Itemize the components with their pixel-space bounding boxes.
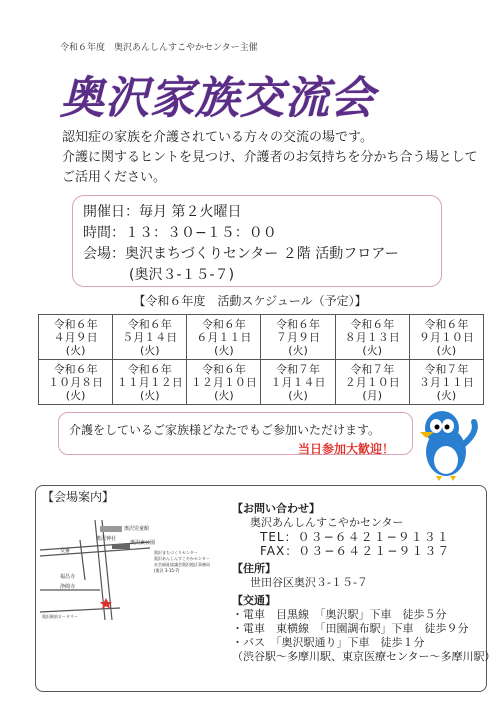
schedule-cell: 令和６年 ７月９日 (火) [261,315,335,360]
contact-tel: TEL：０３−６４２１−９１３１ [260,530,450,544]
transport-line: （渋谷駅〜多摩川駅、東京医療センター〜多摩川駅） [232,650,496,663]
contact-heading: 【お問い合わせ】 [232,502,320,515]
schedule-cell: 令和７年 ２月１０日 (月) [335,360,409,405]
schedule-row [39,315,484,360]
svg-text:(奥沢 3-15-7): (奥沢 3-15-7) [154,568,180,573]
bird-mascot-icon [412,402,482,482]
organizer-header: 令和６年度 奥沢あんしんすこやかセンター主催 [60,43,258,53]
contact-name: 奥沢あんしんすこやかセンター [250,516,404,529]
venue-map [40,520,220,620]
schedule-cell: 令和６年 １２月１０日 (火) [187,360,261,405]
intro-line: 認知症の家族を介護されている方々の交流の場です。 [62,130,373,145]
svg-text:奥沢神社: 奥沢神社 [96,536,117,542]
schedule-cell: 令和６年 １１月１２日 (火) [113,360,187,405]
svg-text:奥沢あんしんすこやかセンター: 奥沢あんしんすこやかセンター [154,556,210,561]
schedule-table [38,314,484,405]
participation-banner: 介護をしているご家族様どなたでもご参加いただけます。 [58,412,413,455]
svg-text:奥沢駅前ロータリー: 奥沢駅前ロータリー [42,614,78,619]
event-address: (奥沢３-１５-７) [129,267,235,283]
transport-line: ・電車 東横線 「田園調布駅」下車 徒歩９分 [232,622,469,635]
svg-text:交番: 交番 [60,548,71,554]
schedule-cell: 令和６年 ４月９日 (火) [39,315,113,360]
intro-line: ご活用ください。 [62,170,167,185]
schedule-cell: 令和６年 ５月１４日 (火) [113,315,187,360]
intro-line: 介護に関するヒントを見つけ、介護者のお気持ちを分かち合う場として [62,150,478,165]
schedule-cell: 令和７年 １月１４日 (火) [261,360,335,405]
schedule-row [39,360,484,405]
svg-text:浄間寺: 浄間寺 [60,584,76,590]
transport-heading: 【交通】 [232,594,276,607]
address-heading: 【住所】 [232,562,276,575]
transport-line: ・バス 「奥沢駅通り」下車 徒歩１分 [232,636,425,649]
address-value: 世田谷区奥沢３-１５-７ [250,576,368,589]
svg-text:奥沢東公園: 奥沢東公園 [130,540,156,546]
contact-fax: FAX：０３−６４２１−９１３７ [260,544,451,558]
schedule-cell: 令和６年 ９月１０日 (火) [409,315,483,360]
event-place: 会場：奥沢まちづくりセンター ２階 活動フロアー [83,246,399,262]
schedule-cell: 令和６年 ６月１１日 (火) [187,315,261,360]
page-title: 奥沢家族交流会 [60,73,375,124]
event-time: 時間：１３：３０−１５：００ [83,225,277,241]
schedule-cell: 令和６年 １０月８日 (火) [39,360,113,405]
schedule-cell: 令和６年 ８月１３日 (火) [335,315,409,360]
transport-line: ・電車 目黒線 「奥沢駅」下車 徒歩５分 [232,608,447,621]
welcome-text: 当日参加大歓迎！ [298,442,395,456]
svg-text:奥沢まちづくりセンター: 奥沢まちづくりセンター [154,550,198,555]
intro-text [62,128,482,188]
schedule-title: 【令和６年度 活動スケジュール（予定）】 [133,294,367,308]
venue-heading: 【会場案内】 [42,490,115,504]
event-info-box [72,195,442,287]
contact-block [232,502,496,664]
svg-text:福昌寺: 福昌寺 [60,574,76,580]
svg-text:社会福祉協議会奥沢地区事務局: 社会福祉協議会奥沢地区事務局 [154,562,210,567]
schedule-cell: 令和７年 ３月１１日 (火) [409,360,483,405]
svg-text:奥沢児童館: 奥沢児童館 [124,526,150,532]
event-date: 開催日：毎月 第２火曜日 [83,204,242,220]
